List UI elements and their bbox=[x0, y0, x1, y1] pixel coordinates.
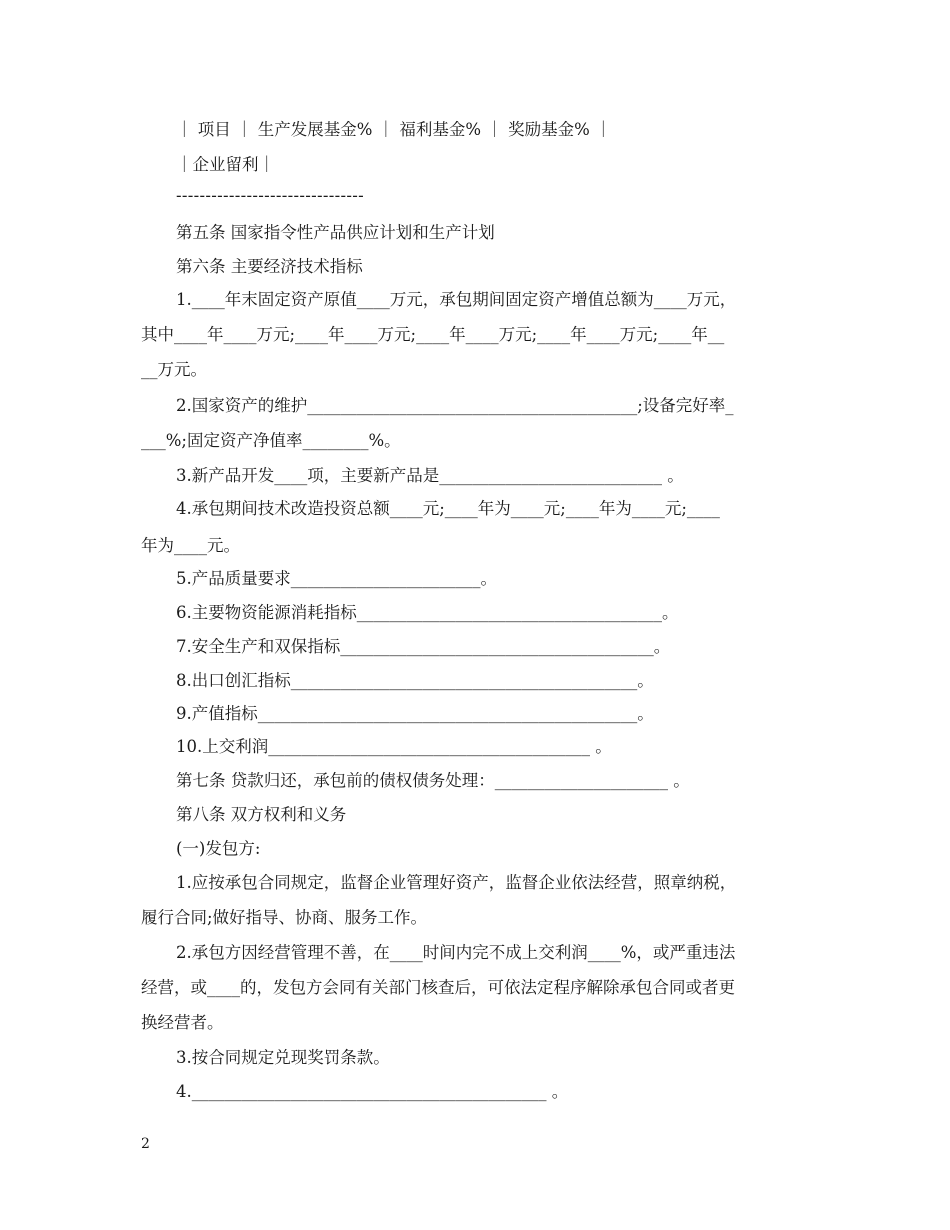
table-header-row: ｜ 项目 ｜ 生产发展基金% ｜ 福利基金% ｜ 奖励基金% ｜ bbox=[176, 120, 612, 139]
item-4-line-1: 4.承包期间技术改造投资总额____元;____年为____元;____年为____元;____ bbox=[176, 499, 720, 518]
employer-item-2-line-3: 换经营者。 bbox=[141, 1013, 224, 1032]
item-1-line-1: 1.____年末固定资产原值____万元，承包期间固定资产增值总额为____万元， bbox=[176, 290, 737, 309]
item-8: 8.出口创汇指标__________________________________________。 bbox=[176, 671, 654, 690]
article-7-heading: 第七条 贷款归还，承包前的债权债务处理：_____________________ 。 bbox=[176, 771, 690, 790]
employer-item-2-line-1: 2.承包方因经营管理不善，在____时间内完不成上交利润____%，或严重违法 bbox=[176, 943, 736, 962]
section-employer-heading: (一)发包方: bbox=[176, 839, 261, 858]
table-divider: -------------------------------- bbox=[176, 186, 365, 205]
employer-item-4: 4.___________________________________________ 。 bbox=[176, 1082, 569, 1101]
item-1-line-3: __万元。 bbox=[141, 360, 207, 379]
article-5-heading: 第五条 国家指令性产品供应计划和生产计划 bbox=[176, 223, 495, 242]
item-9: 9.产值指标______________________________________________。 bbox=[176, 704, 654, 723]
item-1-line-2: 其中____年____万元;____年____万元;____年____万元;____年____万元;____年__ bbox=[141, 325, 725, 344]
employer-item-2-line-2: 经营，或____的，发包方会同有关部门核查后，可依法定程序解除承包合同或者更 bbox=[141, 978, 735, 997]
table-row-retained-profit: ｜企业留利｜ bbox=[176, 155, 275, 174]
item-3: 3.新产品开发____项，主要新产品是___________________________ 。 bbox=[176, 466, 684, 485]
article-6-heading: 第六条 主要经济技术指标 bbox=[176, 257, 363, 276]
article-8-heading: 第八条 双方权利和义务 bbox=[176, 805, 347, 824]
page-number: 2 bbox=[141, 1136, 150, 1152]
item-5: 5.产品质量要求_______________________。 bbox=[176, 569, 497, 588]
item-2-line-1: 2.国家资产的维护________________________________________;设备完好率_ bbox=[176, 396, 734, 415]
employer-item-1-line-1: 1.应按承包合同规定，监督企业管理好资产，监督企业依法经营，照章纳税， bbox=[176, 873, 737, 892]
employer-item-1-line-2: 履行合同;做好指导、协商、服务工作。 bbox=[141, 908, 428, 927]
employer-item-3: 3.按合同规定兑现奖罚条款。 bbox=[176, 1048, 390, 1067]
item-2-line-2: ___%;固定资产净值率________%。 bbox=[141, 431, 401, 450]
item-7: 7.安全生产和双保指标______________________________________。 bbox=[176, 637, 671, 656]
item-6: 6.主要物资能源消耗指标_____________________________________。 bbox=[176, 603, 679, 622]
item-4-line-2: 年为____元。 bbox=[141, 536, 240, 555]
item-10: 10.上交利润_______________________________________ 。 bbox=[176, 737, 612, 756]
